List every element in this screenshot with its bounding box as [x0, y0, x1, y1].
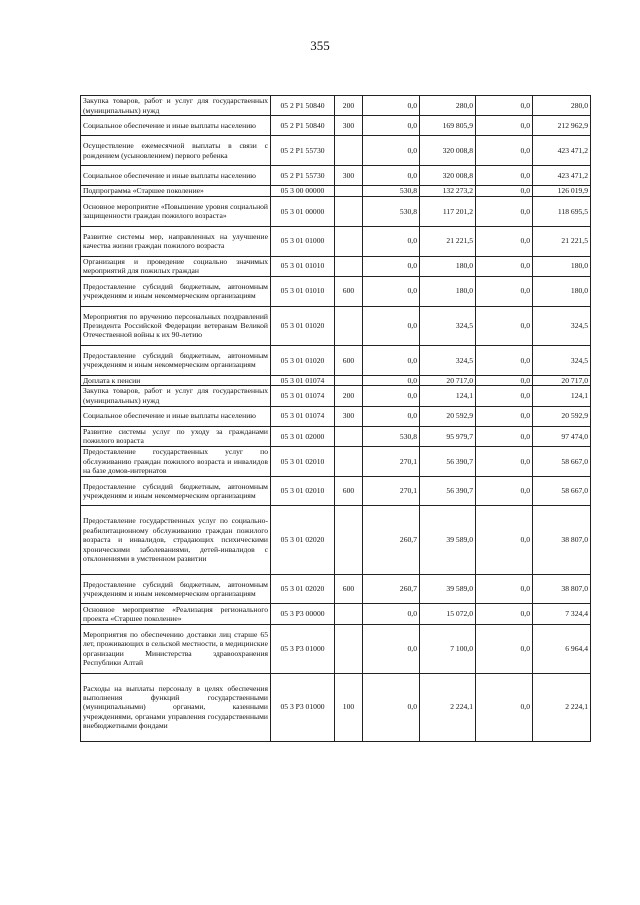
row-amount-4-cell: 180,0 [533, 256, 591, 276]
row-expense-type-cell: 600 [335, 476, 363, 506]
page-number: 355 [310, 38, 330, 53]
row-code-cell: 05 2 P1 50840 [271, 116, 335, 136]
row-amount-4-cell: 124,1 [533, 386, 591, 406]
row-amount-2-cell: 324,5 [420, 345, 476, 375]
row-name-cell: Организация и проведение социально значимых мероприятий для пожилых граждан [81, 256, 271, 276]
table-row [81, 345, 591, 375]
row-amount-4-cell: 118 695,5 [533, 196, 591, 226]
row-amount-3-cell: 0,0 [476, 673, 533, 741]
row-amount-1-cell: 0,0 [363, 276, 420, 306]
row-name-cell: Социальное обеспечение и иные выплаты населению [81, 116, 271, 136]
row-expense-type-cell [335, 624, 363, 673]
row-name-cell: Доплата к пенсии [81, 375, 271, 386]
row-name-cell: Закупка товаров, работ и услуг для государственных (муниципальных) нужд [81, 96, 271, 116]
row-expense-type-cell: 100 [335, 673, 363, 741]
row-code-cell: 05 3 01 01074 [271, 406, 335, 426]
row-amount-2-cell: 15 072,0 [420, 604, 476, 624]
row-amount-3-cell: 0,0 [476, 166, 533, 186]
row-expense-type-cell: 300 [335, 166, 363, 186]
budget-table [80, 95, 591, 742]
table-row [81, 673, 591, 741]
table-row [81, 386, 591, 406]
row-amount-2-cell: 124,1 [420, 386, 476, 406]
row-amount-4-cell: 38 807,0 [533, 574, 591, 604]
row-code-cell: 05 3 01 01000 [271, 226, 335, 256]
row-amount-2-cell: 20 717,0 [420, 375, 476, 386]
row-code-cell: 05 2 P1 55730 [271, 166, 335, 186]
row-amount-4-cell: 58 667,0 [533, 476, 591, 506]
row-code-cell: 05 2 P1 50840 [271, 96, 335, 116]
row-amount-2-cell: 132 273,2 [420, 186, 476, 197]
row-name-cell: Предоставление государственных услуг по обслуживанию граждан пожилого возраста и инвалидов на базе домов-интернатов [81, 446, 271, 476]
row-amount-4-cell: 20 592,9 [533, 406, 591, 426]
row-amount-1-cell: 530,8 [363, 196, 420, 226]
row-amount-1-cell: 530,8 [363, 426, 420, 446]
row-amount-2-cell: 95 979,7 [420, 426, 476, 446]
row-expense-type-cell [335, 226, 363, 256]
row-amount-1-cell: 0,0 [363, 406, 420, 426]
row-amount-1-cell: 0,0 [363, 166, 420, 186]
row-name-cell: Предоставление субсидий бюджетным, автономным учреждениям и иным некоммерческим организациям [81, 476, 271, 506]
row-amount-3-cell: 0,0 [476, 406, 533, 426]
row-amount-1-cell: 260,7 [363, 506, 420, 574]
row-amount-3-cell: 0,0 [476, 116, 533, 136]
row-code-cell: 05 3 P3 01000 [271, 624, 335, 673]
table-row [81, 574, 591, 604]
table-row [81, 476, 591, 506]
row-expense-type-cell: 200 [335, 96, 363, 116]
row-amount-3-cell: 0,0 [476, 426, 533, 446]
row-amount-4-cell: 21 221,5 [533, 226, 591, 256]
row-amount-3-cell: 0,0 [476, 306, 533, 345]
row-expense-type-cell [335, 256, 363, 276]
row-amount-1-cell: 0,0 [363, 306, 420, 345]
row-amount-3-cell: 0,0 [476, 506, 533, 574]
row-name-cell: Развитие системы мер, направленных на улучшение качества жизни граждан пожилого возраста [81, 226, 271, 256]
row-amount-4-cell: 97 474,0 [533, 426, 591, 446]
row-amount-1-cell: 0,0 [363, 116, 420, 136]
row-code-cell: 05 3 01 01020 [271, 306, 335, 345]
row-amount-1-cell: 0,0 [363, 345, 420, 375]
row-code-cell: 05 3 P3 00000 [271, 604, 335, 624]
row-code-cell: 05 3 01 01010 [271, 276, 335, 306]
row-expense-type-cell [335, 306, 363, 345]
row-name-cell: Предоставление государственных услуг по социально-реабилитационному обслуживанию граждан пожилого возраста и инвалидов, страдающих психическими хроническими заболеваниями, детей-инвалидов с отклонениями в умственном развитии [81, 506, 271, 574]
row-name-cell: Закупка товаров, работ и услуг для государственных (муниципальных) нужд [81, 386, 271, 406]
row-amount-3-cell: 0,0 [476, 136, 533, 166]
row-amount-2-cell: 180,0 [420, 276, 476, 306]
row-name-cell: Мероприятия по вручению персональных поздравлений Президента Российской Федерации ветеранам Великой Отечественной войны к их 90-летию [81, 306, 271, 345]
row-expense-type-cell: 600 [335, 574, 363, 604]
row-amount-4-cell: 58 667,0 [533, 446, 591, 476]
row-amount-2-cell: 7 100,0 [420, 624, 476, 673]
row-amount-2-cell: 2 224,1 [420, 673, 476, 741]
row-code-cell: 05 3 P3 01000 [271, 673, 335, 741]
row-expense-type-cell [335, 375, 363, 386]
row-amount-1-cell: 0,0 [363, 604, 420, 624]
row-expense-type-cell [335, 186, 363, 197]
row-amount-4-cell: 20 717,0 [533, 375, 591, 386]
row-amount-4-cell: 180,0 [533, 276, 591, 306]
row-amount-2-cell: 180,0 [420, 256, 476, 276]
table-row [81, 136, 591, 166]
row-expense-type-cell: 300 [335, 406, 363, 426]
row-amount-4-cell: 212 962,9 [533, 116, 591, 136]
row-code-cell: 05 3 01 01074 [271, 375, 335, 386]
row-amount-2-cell: 324,5 [420, 306, 476, 345]
row-expense-type-cell: 600 [335, 345, 363, 375]
row-code-cell: 05 3 01 02010 [271, 476, 335, 506]
row-code-cell: 05 3 01 00000 [271, 196, 335, 226]
row-amount-2-cell: 56 390,7 [420, 476, 476, 506]
row-amount-4-cell: 423 471,2 [533, 166, 591, 186]
row-amount-1-cell: 0,0 [363, 96, 420, 116]
row-amount-2-cell: 20 592,9 [420, 406, 476, 426]
row-expense-type-cell: 600 [335, 276, 363, 306]
row-name-cell: Предоставление субсидий бюджетным, автономным учреждениям и иным некоммерческим организациям [81, 276, 271, 306]
row-amount-1-cell: 270,1 [363, 446, 420, 476]
table-row [81, 226, 591, 256]
table-row [81, 624, 591, 673]
table-row [81, 96, 591, 116]
table-row [81, 604, 591, 624]
row-amount-1-cell: 0,0 [363, 624, 420, 673]
row-amount-4-cell: 126 019,9 [533, 186, 591, 197]
row-amount-2-cell: 21 221,5 [420, 226, 476, 256]
row-code-cell: 05 3 01 02020 [271, 506, 335, 574]
row-name-cell: Расходы на выплаты персоналу в целях обеспечения выполнения функций государственными (муниципальными) органами, казенными учреждениями, органами управления государственными внебюджетными фондами [81, 673, 271, 741]
row-amount-1-cell: 270,1 [363, 476, 420, 506]
row-amount-1-cell: 0,0 [363, 226, 420, 256]
row-amount-3-cell: 0,0 [476, 276, 533, 306]
table-row [81, 186, 591, 197]
row-amount-4-cell: 6 964,4 [533, 624, 591, 673]
row-code-cell: 05 3 01 01074 [271, 386, 335, 406]
row-amount-3-cell: 0,0 [476, 256, 533, 276]
row-amount-3-cell: 0,0 [476, 96, 533, 116]
row-name-cell: Осуществление ежемесячной выплаты в связи с рождением (усыновлением) первого ребенка [81, 136, 271, 166]
row-name-cell: Подпрограмма «Старшее поколение» [81, 186, 271, 197]
row-name-cell: Основное мероприятие «Реализация регионального проекта «Старшее поколение» [81, 604, 271, 624]
row-amount-1-cell: 0,0 [363, 256, 420, 276]
table-row [81, 196, 591, 226]
row-name-cell: Социальное обеспечение и иные выплаты населению [81, 166, 271, 186]
table-row [81, 276, 591, 306]
row-amount-3-cell: 0,0 [476, 574, 533, 604]
row-amount-3-cell: 0,0 [476, 476, 533, 506]
row-expense-type-cell [335, 506, 363, 574]
table-row [81, 256, 591, 276]
row-amount-4-cell: 7 324,4 [533, 604, 591, 624]
row-amount-4-cell: 2 224,1 [533, 673, 591, 741]
row-amount-3-cell: 0,0 [476, 386, 533, 406]
row-name-cell: Развитие системы услуг по уходу за гражданами пожилого возраста [81, 426, 271, 446]
row-code-cell: 05 3 01 02000 [271, 426, 335, 446]
row-amount-3-cell: 0,0 [476, 226, 533, 256]
row-amount-4-cell: 38 807,0 [533, 506, 591, 574]
row-expense-type-cell [335, 604, 363, 624]
row-amount-2-cell: 39 589,0 [420, 506, 476, 574]
row-name-cell: Основное мероприятие «Повышение уровня социальной защищенности граждан пожилого возраста» [81, 196, 271, 226]
row-code-cell: 05 3 01 02020 [271, 574, 335, 604]
row-code-cell: 05 3 01 01010 [271, 256, 335, 276]
row-amount-1-cell: 0,0 [363, 375, 420, 386]
row-expense-type-cell [335, 426, 363, 446]
table-row [81, 306, 591, 345]
row-amount-4-cell: 324,5 [533, 345, 591, 375]
row-amount-2-cell: 169 805,9 [420, 116, 476, 136]
row-amount-4-cell: 280,0 [533, 96, 591, 116]
table-row [81, 166, 591, 186]
row-amount-1-cell: 530,8 [363, 186, 420, 197]
budget-table-body [81, 96, 591, 742]
row-code-cell: 05 3 01 02010 [271, 446, 335, 476]
row-code-cell: 05 3 01 01020 [271, 345, 335, 375]
table-row [81, 375, 591, 386]
row-amount-3-cell: 0,0 [476, 196, 533, 226]
row-amount-1-cell: 0,0 [363, 386, 420, 406]
table-row [81, 426, 591, 446]
row-amount-3-cell: 0,0 [476, 186, 533, 197]
row-amount-2-cell: 320 008,8 [420, 136, 476, 166]
table-row [81, 506, 591, 574]
row-amount-2-cell: 320 008,8 [420, 166, 476, 186]
row-name-cell: Предоставление субсидий бюджетным, автономным учреждениям и иным некоммерческим организациям [81, 574, 271, 604]
row-amount-3-cell: 0,0 [476, 624, 533, 673]
row-name-cell: Социальное обеспечение и иные выплаты населению [81, 406, 271, 426]
row-amount-1-cell: 260,7 [363, 574, 420, 604]
row-code-cell: 05 2 P1 55730 [271, 136, 335, 166]
table-row [81, 116, 591, 136]
row-amount-2-cell: 117 201,2 [420, 196, 476, 226]
row-amount-3-cell: 0,0 [476, 446, 533, 476]
row-name-cell: Предоставление субсидий бюджетным, автономным учреждениям и иным некоммерческим организациям [81, 345, 271, 375]
row-amount-3-cell: 0,0 [476, 375, 533, 386]
row-expense-type-cell: 300 [335, 116, 363, 136]
row-expense-type-cell [335, 136, 363, 166]
row-amount-1-cell: 0,0 [363, 673, 420, 741]
row-amount-3-cell: 0,0 [476, 345, 533, 375]
row-expense-type-cell [335, 196, 363, 226]
table-row [81, 406, 591, 426]
row-amount-1-cell: 0,0 [363, 136, 420, 166]
row-expense-type-cell: 200 [335, 386, 363, 406]
row-amount-2-cell: 39 589,0 [420, 574, 476, 604]
row-amount-4-cell: 423 471,2 [533, 136, 591, 166]
row-expense-type-cell [335, 446, 363, 476]
row-code-cell: 05 3 00 00000 [271, 186, 335, 197]
row-amount-2-cell: 280,0 [420, 96, 476, 116]
table-row [81, 446, 591, 476]
row-amount-3-cell: 0,0 [476, 604, 533, 624]
row-name-cell: Мероприятия по обеспечению доставки лиц старше 65 лет, проживающих в сельской местности, в медицинские организации Министерства здравоохранения Республики Алтай [81, 624, 271, 673]
row-amount-2-cell: 56 390,7 [420, 446, 476, 476]
row-amount-4-cell: 324,5 [533, 306, 591, 345]
